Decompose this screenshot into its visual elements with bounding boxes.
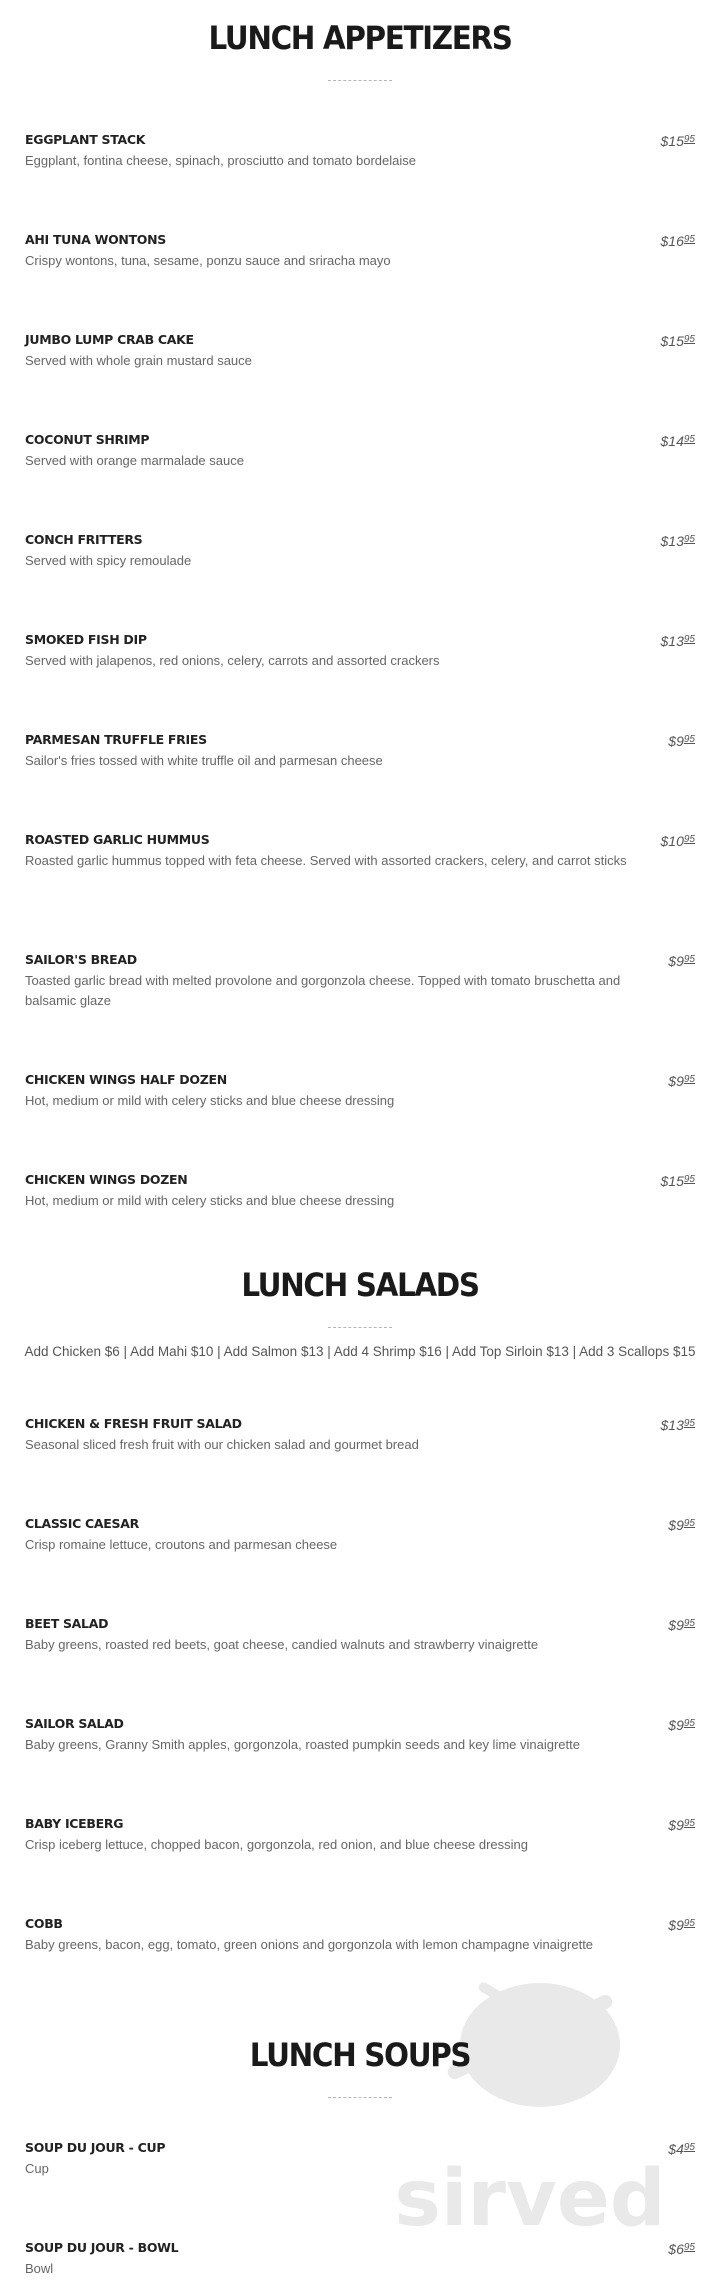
menu-item — [25, 2239, 695, 2279]
price-dollars: $13 — [660, 1417, 684, 1433]
menu-item — [25, 431, 695, 471]
item-price — [668, 951, 695, 970]
item-description: Roasted garlic hummus topped with feta cheese. Served with assorted crackers, celery, and carrot sticks — [25, 853, 627, 868]
menu-item — [25, 1815, 695, 1855]
salads-header — [0, 1265, 720, 1362]
section-title: LUNCH SALADS — [241, 1266, 479, 1304]
price-dollars: $13 — [660, 633, 684, 649]
item-name: SMOKED FISH DIP — [25, 632, 147, 647]
item-description: Eggplant, fontina cheese, spinach, prosciutto and tomato bordelaise — [25, 153, 416, 168]
menu-item — [25, 1415, 695, 1455]
section-title: LUNCH SOUPS — [249, 2036, 471, 2074]
item-description: Baby greens, Granny Smith apples, gorgonzola, roasted pumpkin seeds and key lime vinaigrette — [25, 1737, 580, 1752]
menu-item — [25, 231, 695, 271]
menu-item — [25, 1171, 695, 1211]
item-price — [668, 1915, 695, 1934]
item-name: SOUP DU JOUR - BOWL — [25, 2240, 179, 2255]
item-price — [661, 831, 695, 850]
item-name: SAILOR SALAD — [25, 1716, 124, 1731]
watermark-text: sirved — [394, 2154, 666, 2244]
price-dollars: $13 — [660, 533, 684, 549]
price-cents: 95 — [683, 1718, 695, 1729]
item-description: Seasonal sliced fresh fruit with our chicken salad and gourmet bread — [25, 1437, 419, 1452]
item-name: CHICKEN & FRESH FRUIT SALAD — [25, 1416, 242, 1431]
price-dollars: $9 — [668, 1517, 684, 1533]
item-description: Hot, medium or mild with celery sticks and blue cheese dressing — [25, 1093, 395, 1108]
item-price — [668, 2139, 695, 2158]
item-name: CONCH FRITTERS — [25, 532, 143, 547]
price-cents: 95 — [683, 1418, 695, 1429]
price-cents: 95 — [683, 834, 695, 845]
price-cents: 95 — [683, 234, 695, 245]
item-price — [668, 1815, 695, 1834]
item-description: Bowl — [25, 2261, 54, 2276]
price-cents: 95 — [683, 1174, 695, 1185]
price-cents: 95 — [683, 634, 695, 645]
sirved-watermark — [380, 1975, 710, 2255]
item-price — [668, 1615, 695, 1634]
menu-item — [25, 1715, 695, 1755]
item-name: COCONUT SHRIMP — [25, 432, 150, 447]
menu-item — [25, 631, 695, 671]
price-dollars: $6 — [668, 2241, 684, 2257]
price-cents: 95 — [683, 1518, 695, 1529]
item-description: Toasted garlic bread with melted provolone and gorgonzola cheese. Topped with tomato bruschetta and balsamic glaze — [25, 973, 621, 1008]
price-dollars: $16 — [660, 233, 684, 249]
section-divider — [328, 1327, 392, 1328]
item-price — [668, 731, 695, 750]
item-description: Served with jalapenos, red onions, celery, carrots and assorted crackers — [25, 653, 440, 668]
item-description: Served with orange marmalade sauce — [25, 453, 244, 468]
price-cents: 95 — [683, 1918, 695, 1929]
item-description: Crisp romaine lettuce, croutons and parmesan cheese — [25, 1537, 338, 1552]
item-price — [668, 1715, 695, 1734]
menu-item — [25, 131, 695, 171]
item-name: BABY ICEBERG — [25, 1816, 124, 1831]
price-dollars: $15 — [660, 1173, 684, 1189]
section-divider — [328, 80, 392, 81]
price-dollars: $9 — [668, 953, 684, 969]
price-dollars: $15 — [660, 333, 684, 349]
item-price — [661, 1171, 695, 1190]
item-name: SAILOR'S BREAD — [25, 952, 137, 967]
item-name: JUMBO LUMP CRAB CAKE — [25, 332, 194, 347]
menu-item — [25, 1071, 695, 1111]
appetizers-header — [0, 18, 720, 81]
item-name: SOUP DU JOUR - CUP — [25, 2140, 166, 2155]
item-price — [668, 1515, 695, 1534]
item-name: CHICKEN WINGS DOZEN — [25, 1172, 188, 1187]
item-name: ROASTED GARLIC HUMMUS — [25, 832, 210, 847]
item-description: Crispy wontons, tuna, sesame, ponzu sauce and sriracha mayo — [25, 253, 391, 268]
item-name: BEET SALAD — [25, 1616, 109, 1631]
price-cents: 95 — [683, 334, 695, 345]
menu-item — [25, 1615, 695, 1655]
menu-item — [25, 731, 695, 771]
item-price — [661, 431, 695, 450]
price-dollars: $10 — [660, 833, 684, 849]
salad-addons: Add Chicken $6 | Add Mahi $10 | Add Salmon $13 | Add 4 Shrimp $16 | Add Top Sirloin $13 | Add 3 Scallops $15 — [24, 1344, 696, 1359]
item-description: Baby greens, bacon, egg, tomato, green onions and gorgonzola with lemon champagne vinaigrette — [25, 1937, 594, 1952]
item-description: Sailor's fries tossed with white truffle oil and parmesan cheese — [25, 753, 383, 768]
price-cents: 95 — [683, 1818, 695, 1829]
price-dollars: $9 — [668, 1617, 684, 1633]
menu-item — [25, 1915, 695, 1955]
item-name: CHICKEN WINGS HALF DOZEN — [25, 1072, 227, 1087]
item-name: COBB — [25, 1916, 63, 1931]
menu-item — [25, 1515, 695, 1555]
item-name: PARMESAN TRUFFLE FRIES — [25, 732, 207, 747]
fork-knife-spoon-icon — [380, 1975, 710, 2255]
price-dollars: $9 — [668, 733, 684, 749]
soups-header — [0, 2035, 720, 2098]
item-price — [661, 1415, 695, 1434]
item-price — [668, 1071, 695, 1090]
item-description: Baby greens, roasted red beets, goat cheese, candied walnuts and strawberry vinaigrette — [25, 1637, 539, 1652]
item-price — [661, 631, 695, 650]
item-description: Hot, medium or mild with celery sticks and blue cheese dressing — [25, 1193, 395, 1208]
price-cents: 95 — [683, 134, 695, 145]
price-cents: 95 — [683, 534, 695, 545]
price-dollars: $9 — [668, 1073, 684, 1089]
menu-item — [25, 531, 695, 571]
item-price — [668, 2239, 695, 2258]
price-cents: 95 — [683, 2142, 695, 2153]
price-dollars: $4 — [668, 2141, 684, 2157]
item-description: Cup — [25, 2161, 49, 2176]
item-name: AHI TUNA WONTONS — [25, 232, 166, 247]
menu-item — [25, 951, 695, 1011]
item-name: EGGPLANT STACK — [25, 132, 146, 147]
item-description: Served with whole grain mustard sauce — [25, 353, 252, 368]
price-cents: 95 — [683, 734, 695, 745]
price-dollars: $15 — [660, 133, 684, 149]
price-cents: 95 — [683, 2242, 695, 2253]
section-divider — [328, 2097, 392, 2098]
menu-item — [25, 2139, 695, 2179]
price-cents: 95 — [683, 954, 695, 965]
menu-item — [25, 831, 695, 871]
price-cents: 95 — [683, 434, 695, 445]
item-description: Crisp iceberg lettuce, chopped bacon, gorgonzola, red onion, and blue cheese dressing — [25, 1837, 529, 1852]
price-dollars: $9 — [668, 1717, 684, 1733]
price-cents: 95 — [683, 1618, 695, 1629]
item-price — [661, 531, 695, 550]
price-cents: 95 — [683, 1074, 695, 1085]
item-price — [661, 331, 695, 350]
item-description: Served with spicy remoulade — [25, 553, 192, 568]
price-dollars: $9 — [668, 1917, 684, 1933]
section-title: LUNCH APPETIZERS — [208, 19, 512, 57]
item-name: CLASSIC CAESAR — [25, 1516, 139, 1531]
price-dollars: $14 — [660, 433, 684, 449]
menu-item — [25, 331, 695, 371]
item-price — [661, 231, 695, 250]
price-dollars: $9 — [668, 1817, 684, 1833]
item-price — [661, 131, 695, 150]
